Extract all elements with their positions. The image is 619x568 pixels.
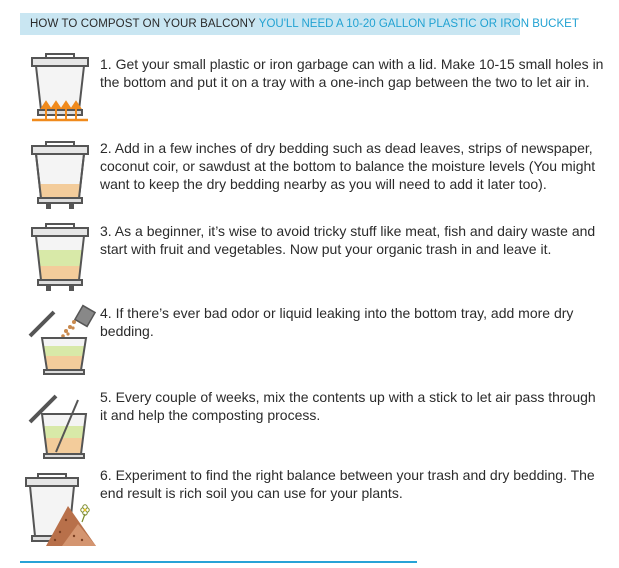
step-3-text: 3. As a beginner, it’s wise to avoid tricky stuff like meat, fish and dairy waste and start with fruit and vegetables. Now put your organic trash in and leave it.	[100, 223, 596, 257]
step-4-text: 4. If there’s ever bad odor or liquid leaking into the bottom tray, add more dry bedding.	[100, 305, 574, 339]
bucket-bedding-icon	[26, 140, 94, 216]
step-5-text: 5. Every couple of weeks, mix the contents up with a stick to let air pass through it and help the composting process.	[100, 389, 596, 423]
bucket-soil-icon	[22, 470, 98, 550]
footer-divider	[20, 561, 417, 563]
step-2-text: 2. Add in a few inches of dry bedding such as dead leaves, strips of newspaper, coconut coir, or sawdust at the bottom to balance the moisture levels (You might want to keep the dry bedding nearby as you will need to add it later too).	[100, 140, 596, 192]
page-subtitle: YOU'LL NEED A 10-20 GALLON PLASTIC OR IRON BUCKET	[258, 18, 579, 30]
bucket-stir-icon	[24, 388, 96, 466]
bucket-pour-icon	[24, 304, 96, 380]
bucket-airflow-icon	[26, 52, 94, 128]
page-title: HOW TO COMPOST ON YOUR BALCONY	[30, 18, 256, 30]
step-6-text: 6. Experiment to find the right balance between your trash and dry bedding. The end result is rich soil you can use for your plants.	[100, 467, 595, 501]
step-1-text: 1. Get your small plastic or iron garbage can with a lid. Make 10-15 small holes in the bottom and put it on a tray with a one-inch gap between the two to let air in.	[100, 56, 604, 90]
header-banner	[20, 13, 579, 35]
bucket-layers-icon	[26, 222, 94, 298]
